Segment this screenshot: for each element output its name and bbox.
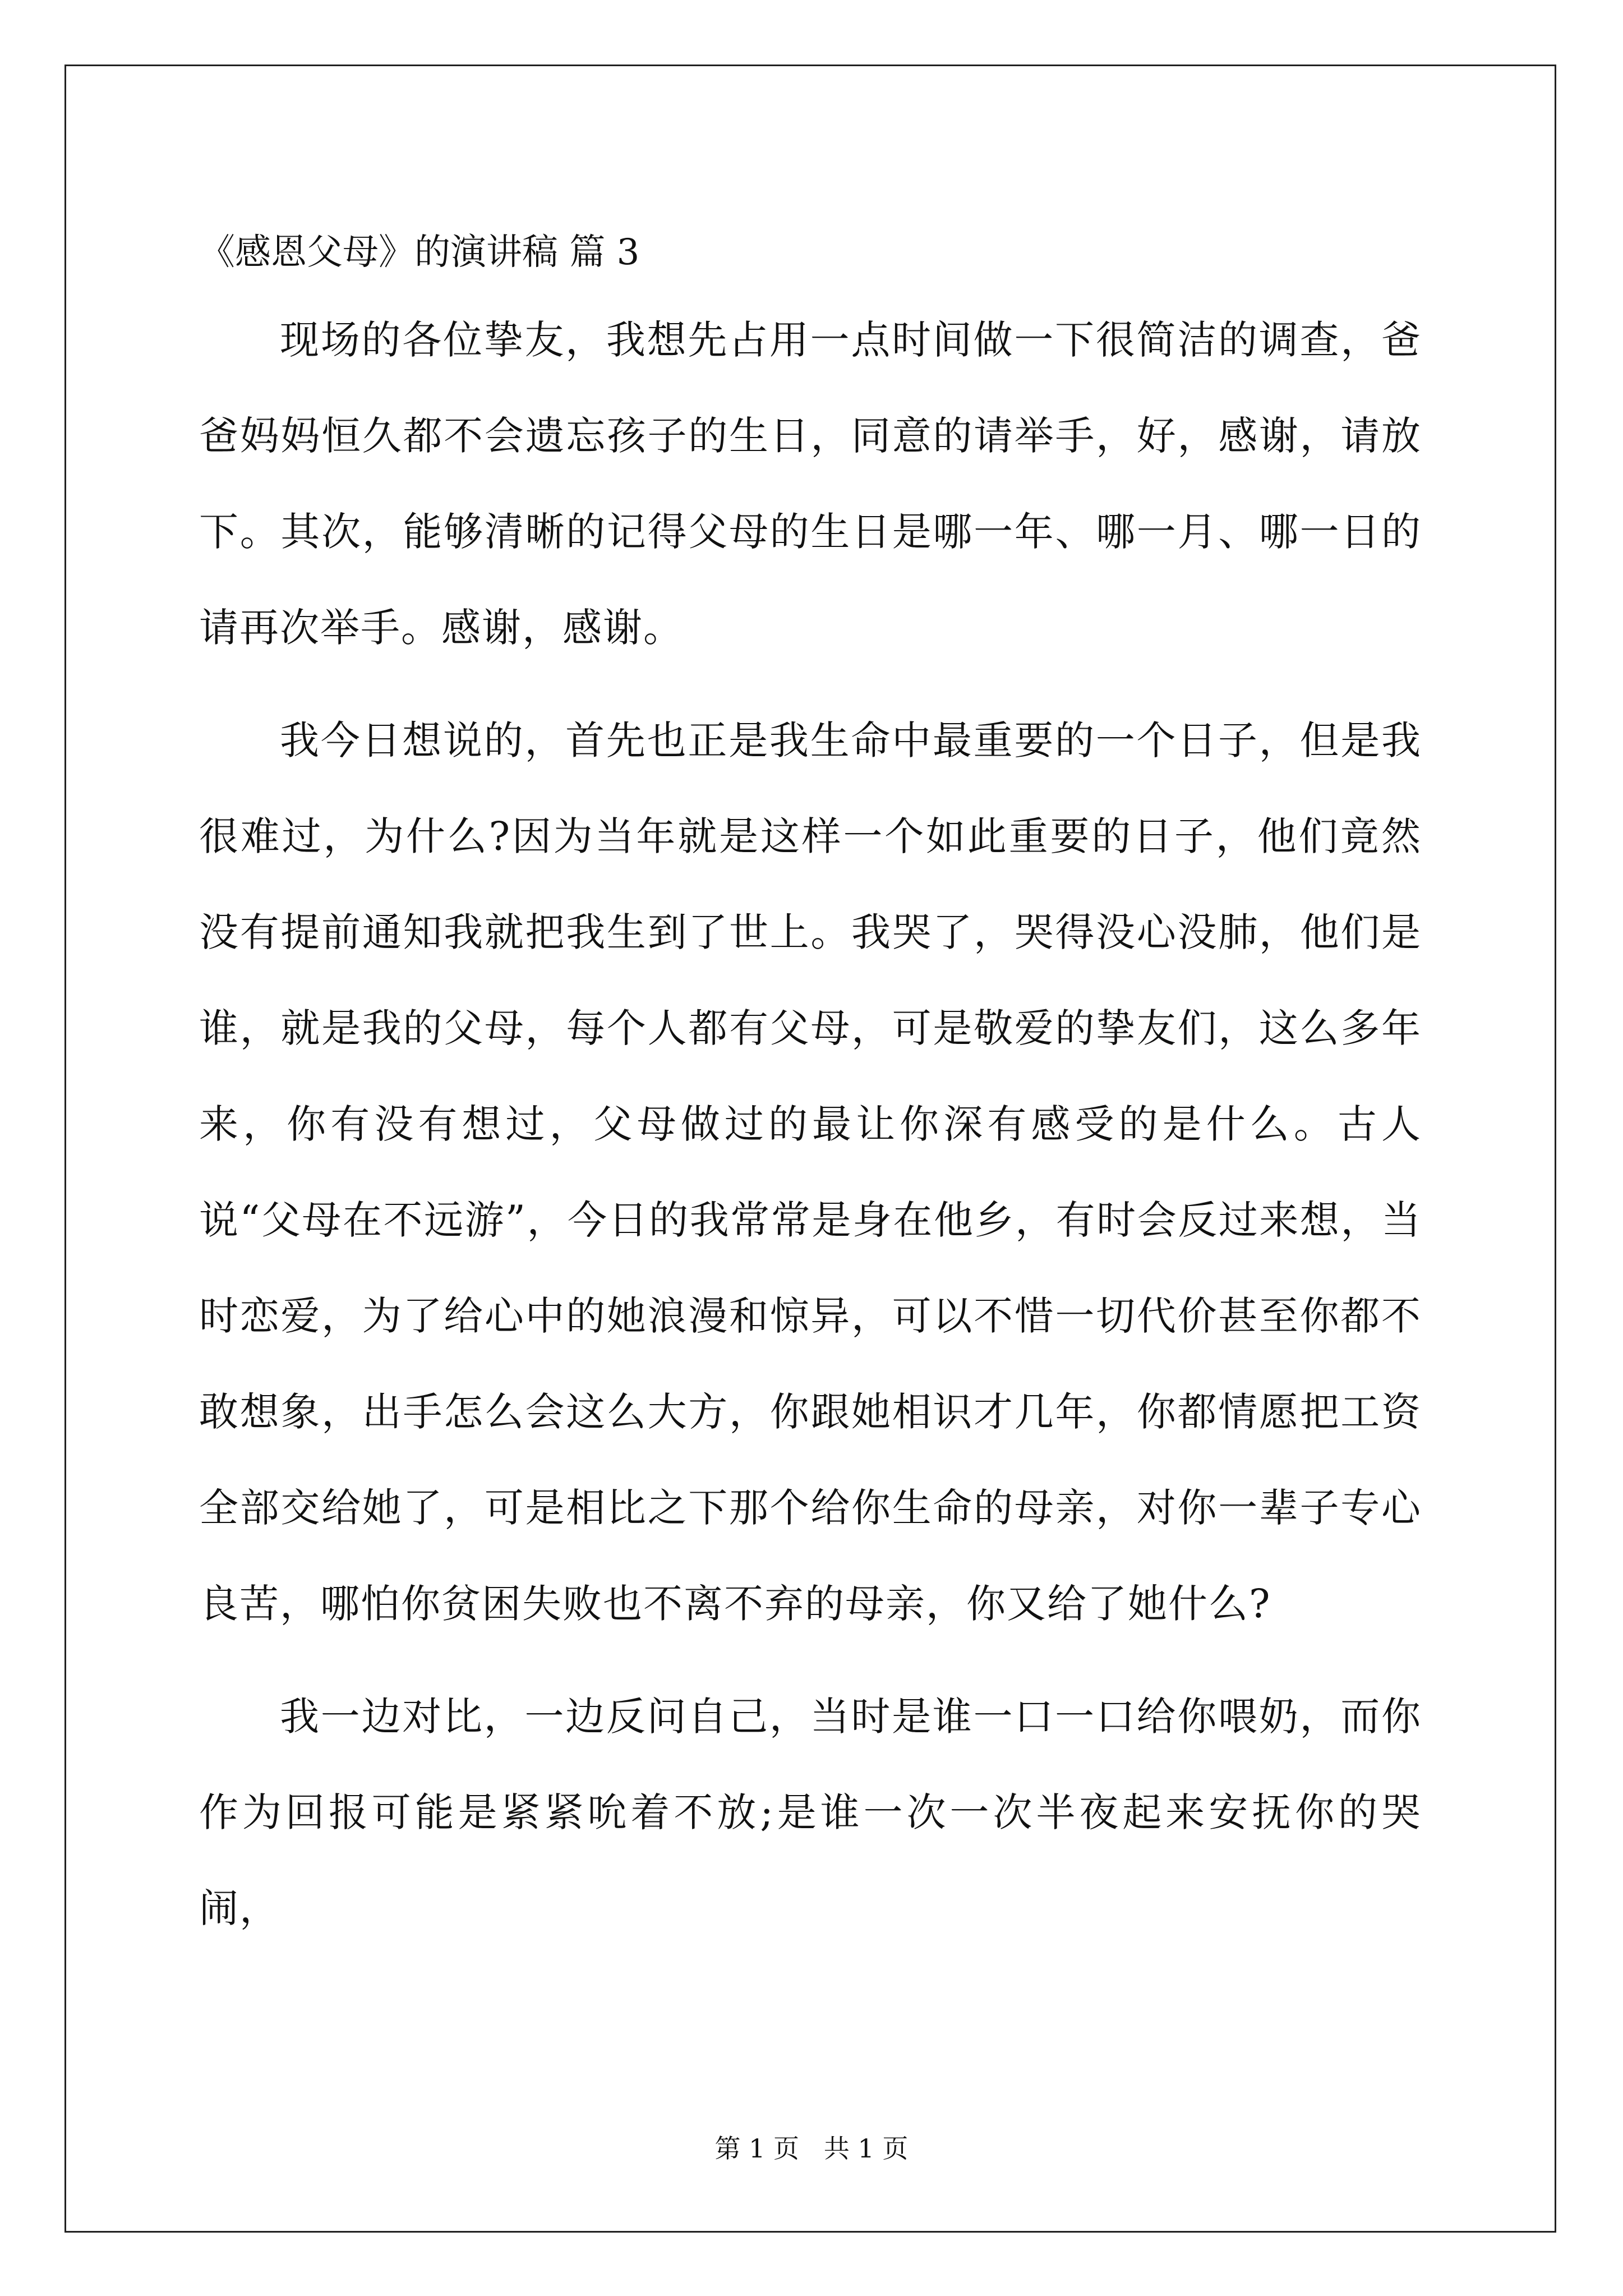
document-title: 《感恩父母》的演讲稿 篇 3 bbox=[199, 232, 640, 273]
paragraph-3: 我一边对比，一边反问自己，当时是谁一口一口给你喂奶，而你作为回报可能是紧紧吮着不放;是谁一次一次半夜起来安抚你的哭闹， bbox=[199, 1694, 1422, 1931]
document-body bbox=[199, 222, 1422, 1973]
page-footer: 第 1 页 共 1 页 bbox=[714, 2133, 909, 2164]
paragraph-2: 我今日想说的，首先也正是我生命中最重要的一个日子，但是我很难过，为什么?因为当年就是这样一个如此重要的日子，他们竟然没有提前通知我就把我生到了世上。我哭了，哭得没心没肺，他们是谁，就是我的父母，每个人都有父母，可是敬爱的挚友们，这么多年来，你有没有想过，父母做过的最让你深有感受的是什么。古人说“父母在不远游”，今日的我常常是身在他乡，有时会反过来想，当时恋爱，为了给心中的她浪漫和惊异，可以不惜一切代价甚至你都不敢想象，出手怎么会这么大方，你跟她相识才几年，你都情愿把工资全部交给她了，可是相比之下那个给你生命的母亲，对你一辈子专心良苦，哪怕你贫困失败也不离不弃的母亲，你又给了她什么? bbox=[199, 717, 1422, 1627]
paragraph-1: 现场的各位挚友，我想先占用一点时间做一下很简洁的调查，爸爸妈妈恒久都不会遗忘孩子的生日，同意的请举手，好，感谢，请放下。其次，能够清晰的记得父母的生日是哪一年、哪一月、哪一日的请再次举手。感谢，感谢。 bbox=[199, 317, 1422, 651]
